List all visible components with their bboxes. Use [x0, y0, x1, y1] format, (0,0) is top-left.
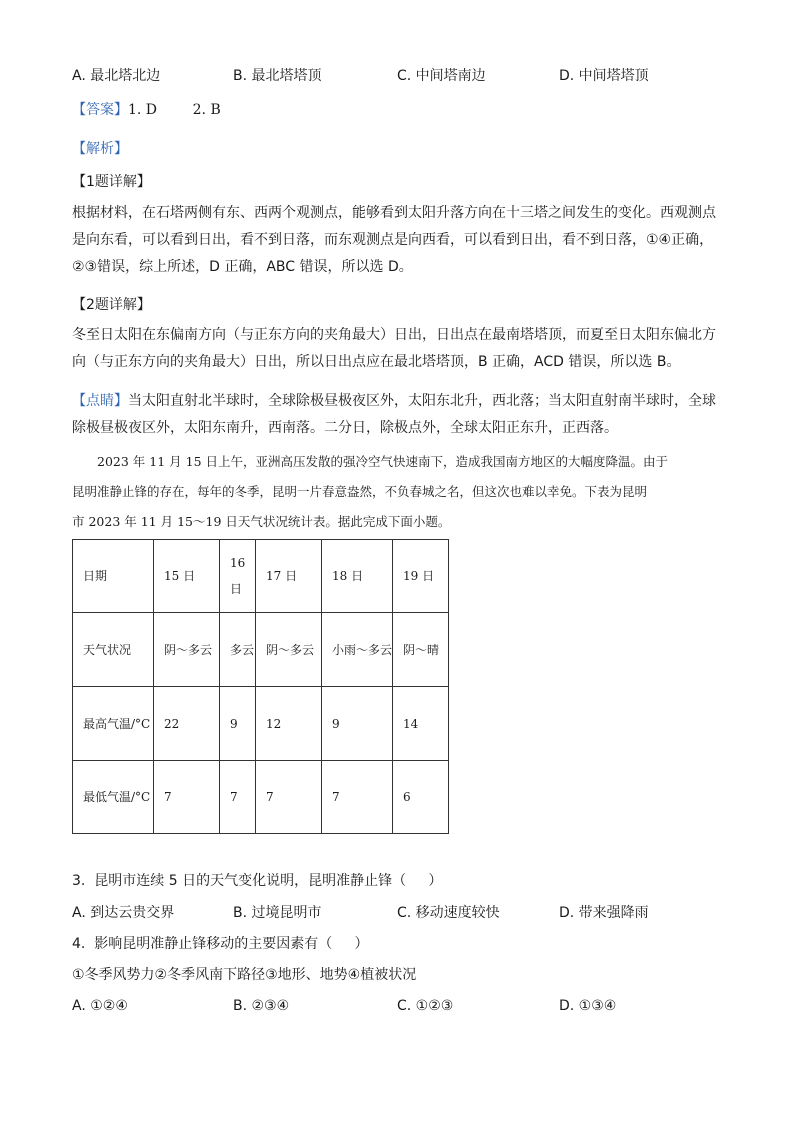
table-cell: 7 [322, 761, 393, 834]
table-cell: 最低气温/°C [73, 761, 154, 834]
prev-option-c: C. 中间塔南边 [397, 68, 486, 84]
q1-explanation [72, 200, 732, 281]
analysis-tag: 【解析】 [72, 141, 128, 157]
table-cell: 12 [256, 687, 322, 761]
answer-tag: 【答案】 [72, 102, 128, 118]
q3-option-c: C. 移动速度较快 [397, 905, 500, 921]
q1-line-3: ②③错误，综上所述，D 正确，ABC 错误，所以选 D。 [72, 259, 413, 275]
table-cell: 阴～晴 [393, 613, 449, 687]
table-cell: 7 [154, 761, 220, 834]
table-cell: 7 [220, 761, 256, 834]
answer-text: 1. D 2. B [128, 102, 221, 118]
tip-block [72, 388, 732, 442]
q4-stem: 4. 影响昆明准静止锋移动的主要因素有（ ） [72, 936, 369, 952]
table-cell: 小雨～多云 [322, 613, 393, 687]
q4-factors: ①冬季风势力②冬季风南下路径③地形、地势④植被状况 [72, 967, 417, 983]
q1-line-1: 根据材料，在石塔两侧有东、西两个观测点，能够看到太阳升落方向在十三塔之间发生的变化。西观测点 [72, 205, 716, 221]
prev-option-d: D. 中间塔塔顶 [559, 68, 649, 84]
table-header-row [73, 540, 449, 613]
table-header-cell: 17 日 [256, 540, 322, 613]
material-line-3: 市 2023 年 11 月 15～19 日天气状况统计表。据此完成下面小题。 [72, 514, 451, 529]
table-row [73, 687, 449, 761]
q2-line-1: 冬至日太阳在东偏南方向（与正东方向的夹角最大）日出，日出点在最南塔塔顶，而夏至日太阳东偏北方 [72, 327, 716, 343]
table-cell: 14 [393, 687, 449, 761]
q4-option-b: B. ②③④ [233, 998, 290, 1014]
prev-option-b: B. 最北塔塔顶 [233, 68, 322, 84]
weather-table [72, 539, 449, 834]
q2-line-2: 向（与正东方向的夹角最大）日出，所以日出点应在最北塔塔顶，B 正确，ACD 错误，所以选 B。 [72, 354, 681, 370]
table-header-cell: 19 日 [393, 540, 449, 613]
table-cell: 阴～多云 [256, 613, 322, 687]
table-cell: 7 [256, 761, 322, 834]
table-cell: 阴～多云 [154, 613, 220, 687]
tip-line-2: 除极昼极夜区外，太阳东南升，西南落。二分日，除极点外，全球太阳正东升，正西落。 [72, 420, 618, 436]
q2-explanation [72, 322, 732, 376]
table-cell: 9 [322, 687, 393, 761]
q1-tag: 【1题详解】 [72, 174, 151, 190]
table-cell: 9 [220, 687, 256, 761]
table-header-cell: 18 日 [322, 540, 393, 613]
table-header-cell: 15 日 [154, 540, 220, 613]
material-line-2: 昆明准静止锋的存在，每年的冬季，昆明一片春意盎然，不负春城之名，但这次也难以幸免。下表为昆明 [72, 484, 648, 499]
table-header-cell: 日期 [73, 540, 154, 613]
table-cell: 6 [393, 761, 449, 834]
q3-stem: 3. 昆明市连续 5 日的天气变化说明，昆明准静止锋（ ） [72, 873, 443, 889]
table-cell: 天气状况 [73, 613, 154, 687]
q4-option-c: C. ①②③ [397, 998, 454, 1014]
table-cell: 多云 [220, 613, 256, 687]
q3-option-d: D. 带来强降雨 [559, 905, 649, 921]
table-row [73, 613, 449, 687]
answer-line [72, 101, 221, 119]
q4-option-a: A. ①②④ [72, 998, 128, 1014]
q1-line-2: 是向东看，可以看到日出，看不到日落，而东观测点是向西看，可以看到日出，看不到日落，①④正确， [72, 232, 714, 248]
table-row [73, 761, 449, 834]
q3-option-a: A. 到达云贵交界 [72, 905, 175, 921]
tip-tag: 【点睛】 [72, 393, 128, 409]
table-cell: 22 [154, 687, 220, 761]
material-text [72, 447, 732, 537]
q2-tag: 【2题详解】 [72, 297, 151, 313]
tip-text-1: 当太阳直射北半球时，全球除极昼极夜区外，太阳东北升，西北落；当太阳直射南半球时，全球 [128, 393, 716, 409]
q3-option-b: B. 过境昆明市 [233, 905, 322, 921]
table-header-cell: 16 日 [220, 540, 256, 613]
table-cell: 最高气温/°C [73, 687, 154, 761]
prev-option-a: A. 最北塔北边 [72, 68, 161, 84]
material-line-1: 2023 年 11 月 15 日上午，亚洲高压发散的强冷空气快速南下，造成我国南方地区的大幅度降温。由于 [97, 454, 668, 469]
q4-option-d: D. ①③④ [559, 998, 617, 1014]
tip-line-1 [72, 388, 732, 415]
